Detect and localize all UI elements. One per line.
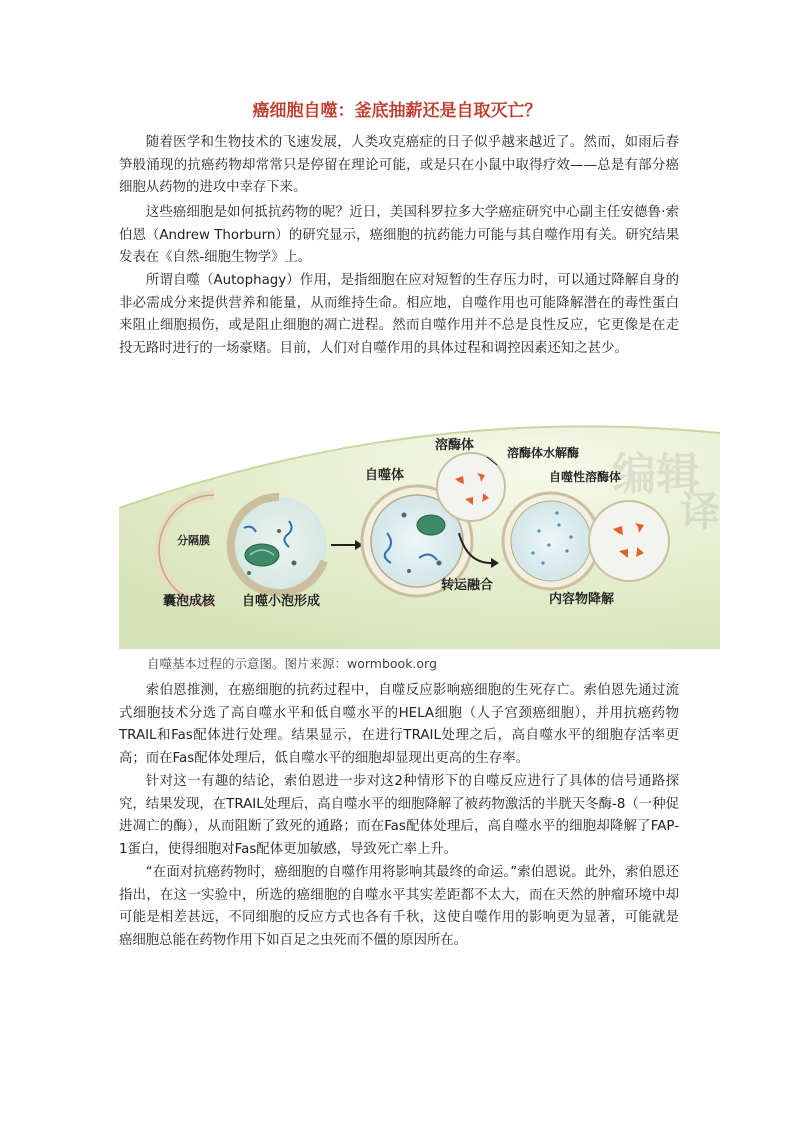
article-title: 癌细胞自噬：釜底抽薪还是自取灭亡？	[252, 101, 542, 121]
paragraph-experiment: 索伯恩推测，在癌细胞的抗药过程中，自噬反应影响癌细胞的生死存亡。索伯恩先通过流式细胞技术分选了高自噬水平和低自噬水平的HELA细胞（人子宫颈癌细胞），并用抗癌药物TRAIL和Fas配体进行处理。结果显示，在进行TRAIL处理之后，高自噬水平的细胞存活率更高；而在Fas配体处理后，低自噬水平的细胞却显现出更高的生存率。	[119, 683, 679, 766]
label-autophagosome-formation: 自噬小泡形成	[242, 594, 321, 609]
paragraph-intro: 随着医学和生物技术的飞速发展，人类攻克癌症的日子似乎越来越近了。然而，如雨后春笋般涌现的抗癌药物却常常只是停留在理论可能，或是只在小鼠中取得疗效——总是有部分癌细胞从药物的进攻中幸存下来。	[119, 135, 679, 195]
label-isolation-membrane: 分隔膜	[177, 534, 210, 547]
paragraph-signaling: 针对这一有趣的结论，索伯恩进一步对这2种情形下的自噬反应进行了具体的信号通路探究，结果发现，在TRAIL处理后，高自噬水平的细胞降解了被药物激活的半胱天冬酶-8（一种促进凋亡的酶），从而阻断了致死的通路；而在Fas配体处理后，高自噬水平的细胞却降解了FAP-1蛋白，使得细胞对Fas配体更加敏感，导致死亡率上升。	[119, 774, 679, 857]
label-transport-fusion: 转运融合	[441, 578, 494, 593]
paragraph-research: 这些癌细胞是如何抵抗药物的呢？近日，美国科罗拉多大学癌症研究中心副主任安德鲁·索伯恩（Andrew Thorburn）的研究显示，癌细胞的抗药能力可能与其自噬作用有关。研究结果发表在《自然-细胞生物学》上。	[119, 205, 679, 265]
paragraph-conclusion: “在面对抗癌药物时，癌细胞的自噬作用将影响其最终的命运。”索伯恩说。此外，索伯恩还指出，在这一实验中，所选的癌细胞的自噬水平其实差距都不太大，而在天然的肿瘤环境中却可能是相差甚远，不同细胞的反应方式也各有千秋，这使自噬作用的影响更为显著，可能就是癌细胞总能在药物作用下如百足之虫死而不僵的原因所在。	[119, 865, 679, 948]
label-content-degradation: 内容物降解	[549, 592, 615, 607]
figure-caption: 自噬基本过程的示意图。图片来源：wormbook.org	[147, 656, 437, 671]
autophagy-diagram-svg	[119, 413, 720, 649]
residual-lysosome-shape	[589, 501, 669, 581]
label-autolysosome: 自噬性溶酶体	[549, 470, 622, 484]
phagophore-shape	[231, 497, 327, 593]
label-lysosomal-hydrolase: 溶酶体水解酶	[507, 446, 580, 460]
paragraph-autophagy-definition: 所谓自噬（Autophagy）作用，是指细胞在应对短暂的生存压力时，可以通过降解自身的非必需成分来提供营养和能量，从而维持生命。相应地，自噬作用也可能降解潜在的毒性蛋白来阻止细胞损伤，或是阻止细胞的凋亡进程。然而自噬作用并不总是良性反应，它更像是在走投无路时进行的一场豪赌。目前，人们对自噬作用的具体过程和调控因素还知之甚少。	[119, 273, 679, 356]
label-vesicle-nucleation: 囊泡成核	[163, 594, 216, 609]
autophagy-diagram	[119, 413, 720, 649]
autolysosome-shape	[503, 493, 599, 589]
label-lysosome: 溶酶体	[435, 438, 475, 453]
label-autophagosome: 自噬体	[365, 468, 405, 483]
